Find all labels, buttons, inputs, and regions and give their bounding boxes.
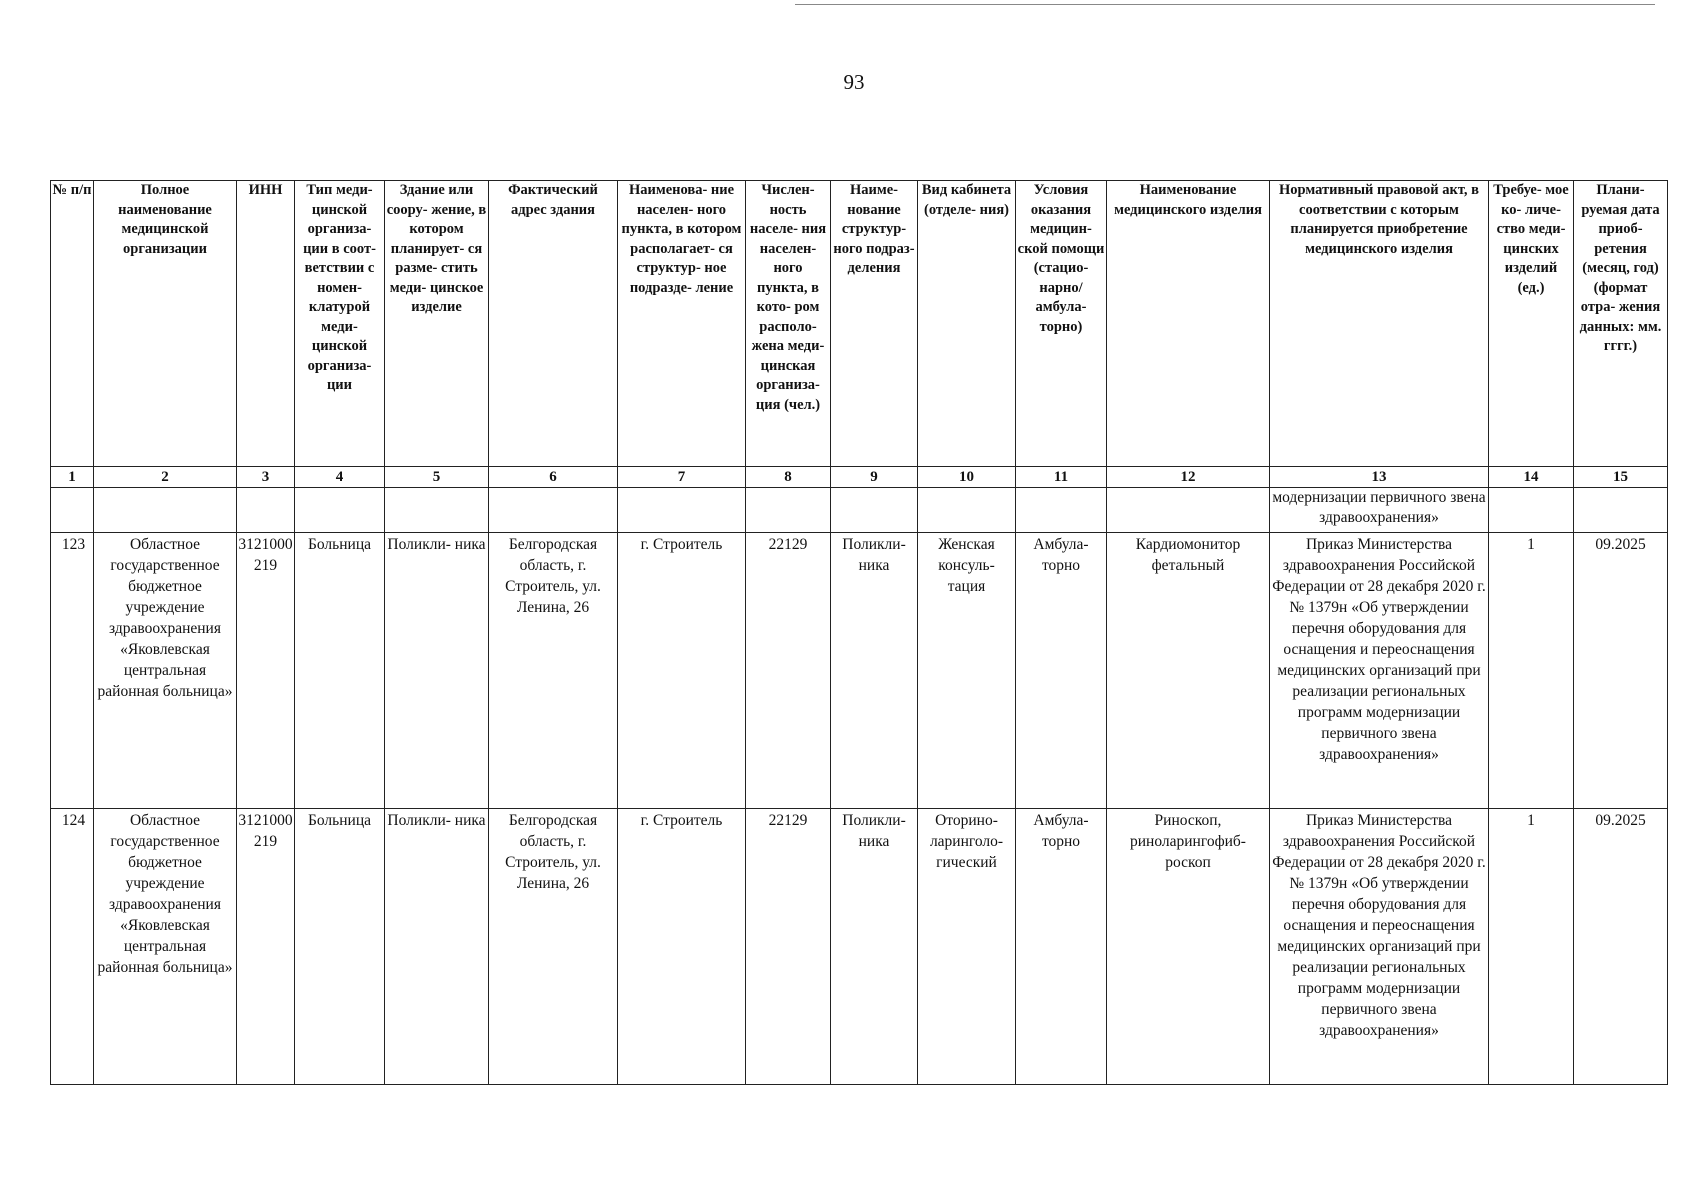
column-number: 15 [1574,467,1668,488]
equipment-table [50,180,1668,1085]
quantity: 1 [1489,809,1574,1085]
organization-type: Больница [295,533,385,809]
table-row [51,809,1668,1085]
locality: г. Строитель [618,533,746,809]
column-number: 5 [385,467,489,488]
column-number: 11 [1016,467,1107,488]
structural-unit: Поликли- ника [831,809,918,1085]
care-conditions: Амбула- торно [1016,809,1107,1085]
empty-cell [1574,488,1668,533]
header-cell-address: Фактический адрес здания [489,181,618,467]
column-number: 9 [831,467,918,488]
column-number: 4 [295,467,385,488]
header-cell-building: Здание или соору- жение, в котором планирует- ся разме- стить меди- цинское изделие [385,181,489,467]
purchase-date: 09.2025 [1574,809,1668,1085]
header-cell-org: Полное наименование медицинской организации [94,181,237,467]
column-number: 13 [1270,467,1489,488]
column-number: 8 [746,467,831,488]
column-number: 7 [618,467,746,488]
empty-cell [1107,488,1270,533]
empty-cell [94,488,237,533]
header-cell-unit: Наиме- нование структур- ного подраз- деления [831,181,918,467]
header-cell-device: Наименование медицинского изделия [1107,181,1270,467]
empty-cell [918,488,1016,533]
population: 22129 [746,533,831,809]
column-number: 14 [1489,467,1574,488]
top-rule [795,4,1655,5]
empty-cell [1489,488,1574,533]
inn: 3121000219 [237,809,295,1085]
header-cell-act: Нормативный правовой акт, в соответствии с которым планируется приобретение медицинского изделия [1270,181,1489,467]
empty-cell [51,488,94,533]
legal-act: Приказ Министерства здравоохранения Российской Федерации от 28 декабря 2020 г. № 1379н «Об утверждении перечня оборудования для оснащения и переоснащения медицинских организаций при реализации региональных программ модернизации первичного звена здравоохранения» [1270,533,1489,809]
organization-type: Больница [295,809,385,1085]
empty-cell [489,488,618,533]
header-cell-locality: Наименова- ние населен- ного пункта, в котором располагает- ся структур- ное подразде- ление [618,181,746,467]
header-row [51,181,1668,467]
empty-cell [618,488,746,533]
column-number: 6 [489,467,618,488]
row-number: 124 [51,809,94,1085]
column-number: 1 [51,467,94,488]
locality: г. Строитель [618,809,746,1085]
care-conditions: Амбула- торно [1016,533,1107,809]
cabinet-type: Женская консуль- тация [918,533,1016,809]
empty-cell [831,488,918,533]
address: Белгородская область, г. Строитель, ул. Ленина, 26 [489,809,618,1085]
table-row [51,533,1668,809]
empty-cell [295,488,385,533]
column-number: 10 [918,467,1016,488]
medical-device: Кардиомонитор фетальный [1107,533,1270,809]
column-number: 3 [237,467,295,488]
quantity: 1 [1489,533,1574,809]
header-cell-date: Плани- руемая дата приоб- ретения (месяц, год) (формат отра- жения данных: мм. гггг.) [1574,181,1668,467]
empty-cell [746,488,831,533]
header-cell-num: № п/п [51,181,94,467]
column-number: 12 [1107,467,1270,488]
column-number-row [51,467,1668,488]
medical-device: Риноскоп, риноларингофиб- роскоп [1107,809,1270,1085]
cabinet-type: Оторино- ларинголо- гический [918,809,1016,1085]
column-number: 2 [94,467,237,488]
structural-unit: Поликли- ника [831,533,918,809]
page-number: 93 [843,70,865,94]
header-cell-population: Числен- ность населе- ния населен- ного пункта, в кото- ром располо- жена меди- цинская организа- ция (чел.) [746,181,831,467]
row-number: 123 [51,533,94,809]
inn: 3121000219 [237,533,295,809]
header-cell-quantity: Требуе- мое ко- личе- ство меди- цинских изделий (ед.) [1489,181,1574,467]
empty-cell [385,488,489,533]
purchase-date: 09.2025 [1574,533,1668,809]
address: Белгородская область, г. Строитель, ул. Ленина, 26 [489,533,618,809]
header-cell-cabinet: Вид кабинета (отделе- ния) [918,181,1016,467]
building: Поликли- ника [385,533,489,809]
building: Поликли- ника [385,809,489,1085]
header-cell-conditions: Условия оказания медицин- ской помощи (стацио- нарно/ амбула- торно) [1016,181,1107,467]
population: 22129 [746,809,831,1085]
legal-act: Приказ Министерства здравоохранения Российской Федерации от 28 декабря 2020 г. № 1379н «Об утверждении перечня оборудования для оснащения и переоснащения медицинских организаций при реализации региональных программ модернизации первичного звена здравоохранения» [1270,809,1489,1085]
header-cell-inn: ИНН [237,181,295,467]
header-cell-type: Тип меди- цинской организа- ции в соот- ветствии с номен- клатурой меди- цинской организа- ции [295,181,385,467]
continuation-row [51,488,1668,533]
empty-cell [1016,488,1107,533]
empty-cell [237,488,295,533]
continuation-text: модернизации первичного звена здравоохранения» [1270,488,1489,533]
organization-name: Областное государственное бюджетное учреждение здравоохранения «Яковлевская центральная районная больница» [94,533,237,809]
organization-name: Областное государственное бюджетное учреждение здравоохранения «Яковлевская центральная районная больница» [94,809,237,1085]
